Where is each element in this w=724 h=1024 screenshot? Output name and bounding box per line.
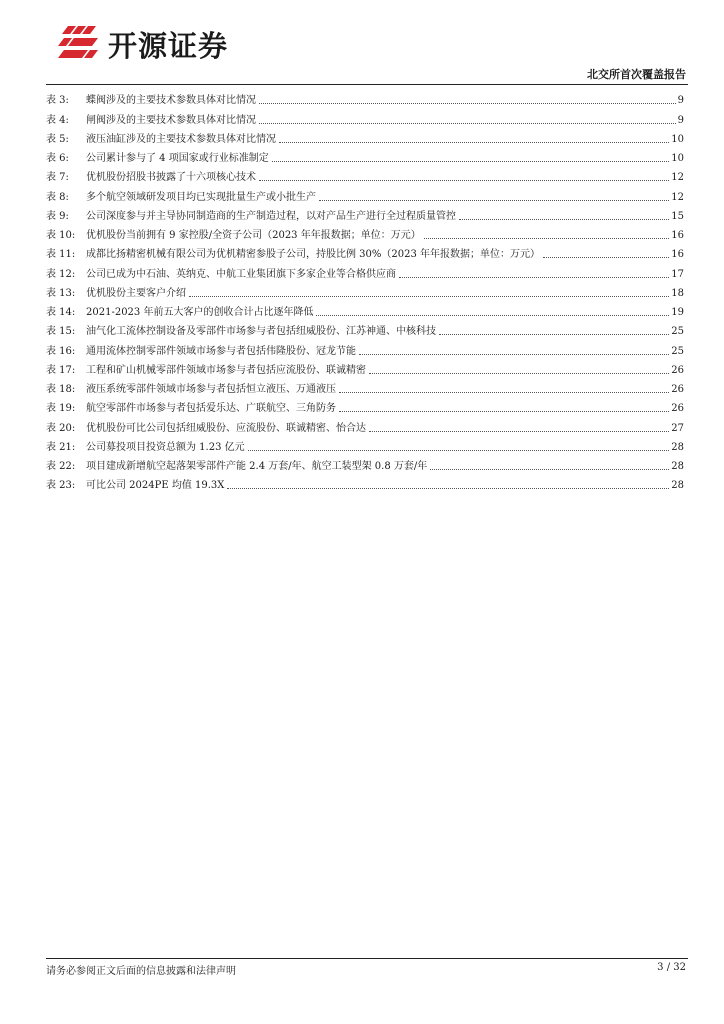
toc-entry[interactable]: [46, 473, 684, 492]
toc-entry-page: 18: [671, 287, 684, 299]
toc-entry-title: 公司深度参与并主导协同制造商的生产制造过程，以对产品生产进行全过程质量管控: [86, 210, 456, 222]
toc-entry[interactable]: [46, 281, 684, 300]
toc-entry-page: 9: [677, 114, 684, 126]
toc-dot-leader: [339, 391, 669, 393]
toc-entry-label: 表 9:: [46, 210, 69, 222]
toc-entry-title: 液压油缸涉及的主要技术参数具体对比情况: [86, 133, 276, 145]
toc-entry-title: 优机股份主要客户介绍: [86, 287, 186, 299]
toc-dot-leader: [439, 333, 669, 335]
toc-entry[interactable]: [46, 396, 684, 415]
toc-entry-title: 工程和矿山机械零部件领域市场参与者包括应流股份、联诚精密: [86, 364, 366, 376]
toc-entry-label: 表 14:: [46, 307, 76, 318]
toc-entry-label: 表 6:: [46, 153, 69, 164]
toc-entry[interactable]: [46, 261, 684, 280]
toc-entry-page: 17: [671, 268, 684, 280]
toc-entry-page: 25: [671, 326, 684, 338]
toc-entry-title: 液压系统零部件领域市场参与者包括恒立液压、万通液压: [86, 384, 336, 395]
toc-entry[interactable]: [46, 204, 684, 223]
toc-dot-leader: [359, 353, 669, 355]
toc-entry[interactable]: [46, 165, 684, 184]
toc-entry[interactable]: [46, 358, 684, 377]
toc-entry[interactable]: [46, 435, 684, 454]
toc-entry[interactable]: [46, 223, 684, 242]
toc-entry-page: 10: [671, 133, 684, 145]
toc-entry-title: 蝶阀涉及的主要技术参数具体对比情况: [86, 95, 256, 107]
report-type-label: 北交所首次覆盖报告: [587, 68, 686, 81]
toc-dot-leader: [316, 314, 669, 316]
toc-entry-page: 16: [671, 230, 684, 241]
toc-entry[interactable]: [46, 338, 684, 357]
toc-entry[interactable]: [46, 127, 684, 146]
toc-entry-page: 12: [671, 172, 684, 184]
toc-entry[interactable]: [46, 146, 684, 165]
toc-entry-title: 优机股份可比公司包括纽威股份、应流股份、联诚精密、怡合达: [86, 422, 366, 434]
toc-dot-leader: [543, 256, 669, 258]
toc-entry-title: 公司募投项目投资总额为 1.23 亿元: [86, 441, 245, 453]
toc-dot-leader: [259, 122, 676, 124]
toc-entry-page: 25: [671, 345, 684, 357]
toc-entry-page: 26: [671, 403, 684, 415]
toc-entry-label: 表 20:: [46, 422, 76, 434]
toc-entry-title: 2021-2023 年前五大客户的创收合计占比逐年降低: [86, 307, 314, 318]
toc-entry-title: 公司已成为中石油、英纳克、中航工业集团旗下多家企业等合格供应商: [86, 268, 396, 280]
toc-dot-leader: [430, 468, 669, 470]
toc-entry-title: 项目建成新增航空起落架零部件产能 2.4 万套/年、航空工装型架 0.8 万套/年: [86, 461, 428, 472]
toc-entry-page: 19: [671, 307, 684, 318]
toc-dot-leader: [319, 199, 669, 201]
toc-entry[interactable]: [46, 107, 684, 126]
toc-entry-title: 公司累计参与了 4 项国家或行业标准制定: [86, 153, 269, 164]
toc-dot-leader: [272, 160, 670, 162]
toc-dot-leader: [424, 237, 670, 239]
toc-entry-label: 表 10:: [46, 230, 76, 241]
toc-entry[interactable]: [46, 319, 684, 338]
toc-entry[interactable]: [46, 415, 684, 434]
toc-entry-label: 表 22:: [46, 461, 76, 472]
toc-entry-title: 闸阀涉及的主要技术参数具体对比情况: [86, 114, 256, 126]
toc-entry-label: 表 16:: [46, 345, 76, 357]
toc-entry-title: 优机股份当前拥有 9 家控股/全资子公司（2023 年年报数据；单位：万元）: [86, 230, 421, 241]
toc-entry[interactable]: [46, 184, 684, 203]
toc-dot-leader: [248, 449, 670, 451]
footer-divider: [46, 958, 688, 959]
toc-entry-label: 表 4:: [46, 114, 69, 126]
toc-entry[interactable]: [46, 300, 684, 319]
toc-entry-label: 表 3:: [46, 95, 69, 107]
toc-entry-label: 表 19:: [46, 403, 76, 415]
toc-dot-leader: [459, 218, 669, 220]
toc-dot-leader: [399, 276, 669, 278]
toc-entry-label: 表 11:: [46, 249, 76, 261]
page-number: 3 / 32: [657, 962, 686, 973]
toc-entry-page: 10: [671, 153, 684, 164]
toc-entry-title: 优机股份招股书披露了十六项核心技术: [86, 172, 256, 184]
toc-entry-label: 表 15:: [46, 326, 76, 338]
toc-entry[interactable]: [46, 454, 684, 473]
toc-entry-page: 28: [671, 461, 684, 472]
toc-entry-label: 表 8:: [46, 191, 69, 203]
toc-entry-page: 9: [677, 95, 684, 107]
toc-entry-page: 26: [671, 384, 684, 395]
toc-dot-leader: [227, 487, 669, 489]
toc-dot-leader: [259, 102, 676, 104]
toc-dot-leader: [369, 430, 669, 432]
toc-dot-leader: [259, 179, 669, 181]
toc-entry-page: 12: [671, 191, 684, 203]
toc-entry-page: 27: [671, 422, 684, 434]
kaiyuan-logo-icon: [58, 24, 102, 64]
toc-dot-leader: [339, 410, 669, 412]
toc-entry-label: 表 12:: [46, 268, 76, 280]
toc-entry-page: 16: [671, 249, 684, 261]
toc-entry-page: 26: [671, 364, 684, 376]
toc-entry-title: 可比公司 2024PE 均值 19.3X: [86, 480, 225, 492]
header-divider: [46, 84, 688, 85]
toc-entry-label: 表 17:: [46, 364, 76, 376]
toc-dot-leader: [369, 372, 669, 374]
toc-entry-label: 表 18:: [46, 384, 76, 395]
brand-name: 开源证券: [108, 28, 229, 63]
toc-entry-label: 表 7:: [46, 172, 69, 184]
toc-dot-leader: [279, 141, 669, 143]
toc-entry-label: 表 23:: [46, 480, 76, 492]
toc-entry-label: 表 5:: [46, 133, 69, 145]
brand-logo: [58, 24, 228, 64]
toc-entry-title: 航空零部件市场参与者包括爱乐达、广联航空、三角防务: [86, 403, 336, 415]
toc-entry-page: 28: [671, 441, 684, 453]
toc-entry-label: 表 21:: [46, 441, 76, 453]
toc-entry[interactable]: [46, 242, 684, 261]
toc-entry-title: 成都比扬精密机械有限公司为优机精密参股子公司，持股比例 30%（2023 年年报数据；单位：万元）: [86, 249, 541, 261]
table-of-contents: [46, 88, 684, 492]
toc-entry-title: 多个航空领域研发项目均已实现批量生产或小批生产: [86, 191, 316, 203]
toc-entry-title: 通用流体控制零部件领域市场参与者包括伟隆股份、冠龙节能: [86, 345, 356, 357]
toc-entry-label: 表 13:: [46, 287, 76, 299]
toc-entry-page: 15: [671, 210, 684, 222]
footer-disclaimer: 请务必参阅正文后面的信息披露和法律声明: [46, 966, 236, 977]
toc-entry[interactable]: [46, 88, 684, 107]
toc-entry-title: 油气化工流体控制设备及零部件市场参与者包括纽威股份、江苏神通、中核科技: [86, 326, 436, 338]
toc-entry-page: 28: [671, 480, 684, 492]
toc-dot-leader: [189, 295, 669, 297]
toc-entry[interactable]: [46, 377, 684, 396]
